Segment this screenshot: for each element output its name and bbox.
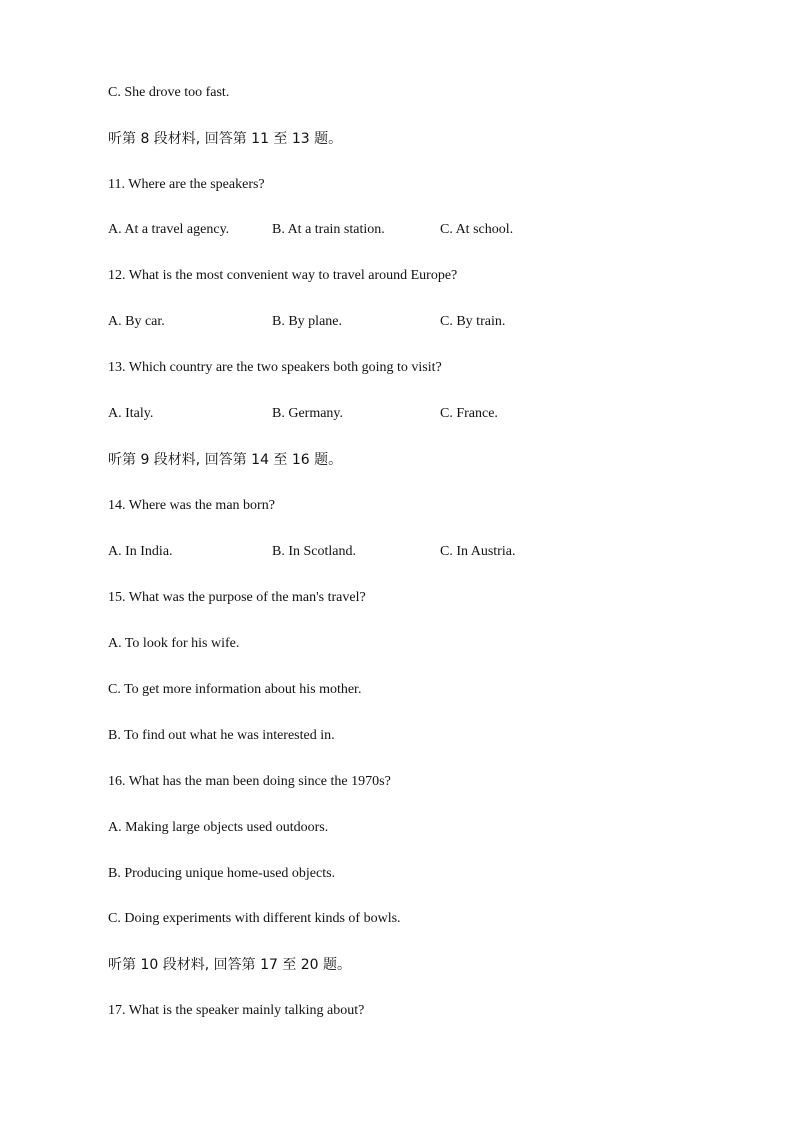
q12-option-c: C. By train. — [440, 314, 506, 329]
q12-option-a: A. By car. — [108, 314, 165, 329]
question-13: 13. Which country are the two speakers both going to visit? — [108, 360, 442, 375]
question-12: 12. What is the most convenient way to travel around Europe? — [108, 268, 458, 283]
q14-option-b: B. In Scotland. — [272, 544, 356, 559]
q10-option-c: C. She drove too fast. — [108, 85, 230, 100]
section-8-instruction: 听第 8 段材料, 回答第 11 至 13 题。 — [108, 131, 343, 147]
question-14-options — [108, 543, 748, 561]
question-13-options — [108, 405, 748, 423]
q13-option-c: C. France. — [440, 406, 498, 421]
section-10-instruction: 听第 10 段材料, 回答第 17 至 20 题。 — [108, 957, 352, 973]
q16-option-c: C. Doing experiments with different kinds of bowls. — [108, 911, 401, 926]
q12-option-b: B. By plane. — [272, 314, 342, 329]
q15-option-c: C. To get more information about his mother. — [108, 682, 362, 697]
question-14: 14. Where was the man born? — [108, 498, 275, 513]
question-17: 17. What is the speaker mainly talking about? — [108, 1003, 365, 1018]
q16-option-b: B. Producing unique home-used objects. — [108, 866, 336, 881]
question-11: 11. Where are the speakers? — [108, 177, 265, 192]
q15-option-a: A. To look for his wife. — [108, 636, 240, 651]
question-15: 15. What was the purpose of the man's travel? — [108, 590, 366, 605]
question-12-options — [108, 313, 748, 331]
q14-option-c: C. In Austria. — [440, 544, 516, 559]
section-9-instruction: 听第 9 段材料, 回答第 14 至 16 题。 — [108, 452, 343, 468]
q14-option-a: A. In India. — [108, 544, 173, 559]
question-11-options — [108, 221, 748, 239]
q16-option-a: A. Making large objects used outdoors. — [108, 820, 329, 835]
q15-option-b: B. To find out what he was interested in. — [108, 728, 335, 743]
q13-option-b: B. Germany. — [272, 406, 344, 421]
q11-option-c: C. At school. — [440, 222, 514, 237]
q11-option-b: B. At a train station. — [272, 222, 385, 237]
q13-option-a: A. Italy. — [108, 406, 154, 421]
question-16: 16. What has the man been doing since the 1970s? — [108, 774, 391, 789]
q11-option-a: A. At a travel agency. — [108, 222, 230, 237]
